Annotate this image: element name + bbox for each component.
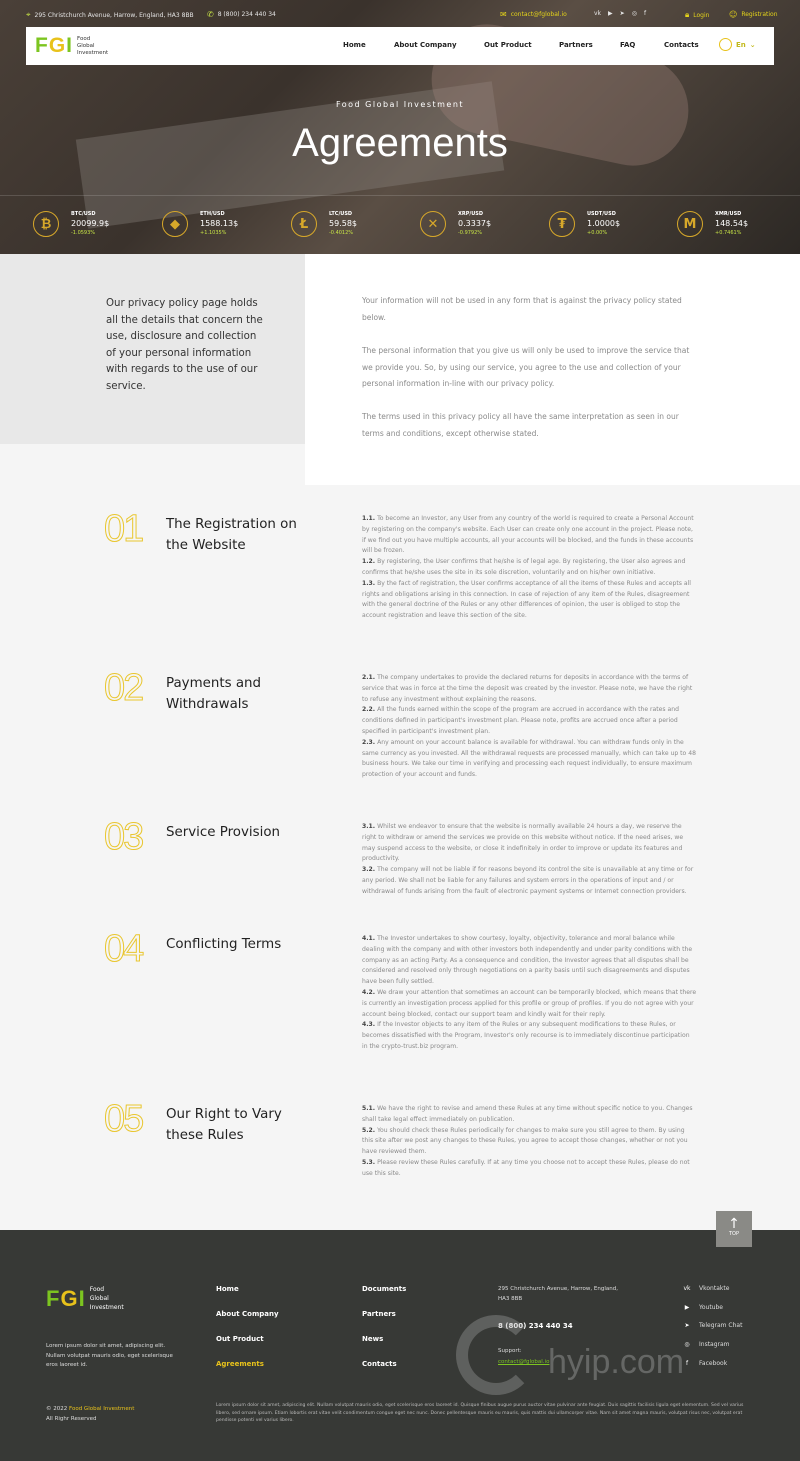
footer-support-email[interactable]: contact@fglobal.io [498, 1359, 550, 1365]
topbar-email[interactable]: ✉ contact@fglobal.io [500, 10, 567, 19]
footer-phone[interactable]: 8 (800) 234 440 34 [498, 1322, 573, 1330]
page-title: Agreements [292, 121, 508, 165]
intro-paragraph: Your information will not be used in any form that is against the privacy policy stated below. [362, 296, 682, 322]
ticker-item: ✕ XRP/USD 0.3337$ -0.9792% [420, 211, 491, 237]
footer-social-telegram[interactable]: ➤ Telegram Chat [684, 1322, 743, 1329]
footer-link-agreements[interactable]: Agreements [216, 1360, 264, 1368]
youtube-icon: ▶ [684, 1304, 690, 1311]
section-title: The Registration on the Website [166, 517, 297, 553]
telegram-icon[interactable]: ➤ [619, 10, 625, 17]
ticker-item: ₿ BTC/USD 20099.9$ -1.0593% [33, 211, 109, 237]
facebook-icon: f [685, 1360, 689, 1367]
footer-link-partners[interactable]: Partners [362, 1310, 396, 1318]
nav-home[interactable]: Home [343, 41, 366, 49]
section-title: Conflicting Terms [166, 937, 282, 952]
youtube-icon[interactable]: ▶ [608, 10, 613, 17]
nav-faq[interactable]: FAQ [620, 41, 636, 49]
mail-icon: ✉ [500, 10, 507, 19]
footer-link-documents[interactable]: Documents [362, 1285, 407, 1293]
footer-about: Lorem ipsum dolor sit amet, adipiscing elit. Nullam volutpat mauris odio, eget scelerisque eros laoreet id. [46, 1343, 173, 1368]
section-number: 01 [104, 508, 143, 550]
login-link[interactable]: 🔒︎ Login [685, 10, 710, 19]
crypto-ticker [0, 195, 800, 254]
intro-lead: Our privacy policy page holds all the details that concern the use, disclosure and collection of your personal information with regards to the use of our service. [106, 298, 263, 392]
instagram-icon: ◎ [684, 1341, 690, 1348]
facebook-icon[interactable]: f [643, 10, 647, 17]
arrow-up-icon: ↑ [728, 1216, 740, 1232]
globe-icon [719, 38, 732, 51]
topbar-address: ⌖ 295 Christchurch Avenue, Harrow, England, HA3 8BB [26, 10, 194, 19]
user-plus-icon: ☺ [729, 10, 738, 19]
footer-address: 295 Christchurch Avenue, Harrow, England, HA3 8BB [498, 1286, 618, 1302]
intro-paragraph: The personal information that you give us will only be used to improve the service that we provide you. So, by using our service, you agree to the use and collection of your personal information in-line with our privacy policy. [362, 346, 690, 389]
footer-social-vkontakte[interactable]: vk Vkontakte [683, 1285, 730, 1292]
tether-icon: ₮ [549, 211, 575, 237]
footer-legal-text: Lorem ipsum dolor sit amet, adipiscing elit. Nullam volutpat mauris odio, eget scelerisque eros laoreet id. Quisque finibus augue purus auctor vitae pulvinar ante feugiat. Duis sagittis facilisis ligula eget elementum. Sed vel varius libero, sed ornare ipsum. Etiam lobortis erat vitae velit condimentum congue eget nec nunc. Donec pellentesque mauris eu mauris, quis mattis dui ullamcorper vitae. Nam sit amet magna mauris, volutpat risus nec, volutpat erat pendisse potenti vel varius libero. [216, 1403, 744, 1423]
vk-icon[interactable]: vk [594, 10, 602, 17]
language-selector[interactable]: En ⌄ [719, 38, 756, 51]
ticker-item: ◆ ETH/USD 1588.13$ +1.1035% [162, 211, 238, 237]
section-number: 03 [104, 816, 143, 858]
lock-icon: 🔒︎ [685, 10, 690, 19]
footer-social-facebook[interactable]: f Facebook [683, 1360, 727, 1367]
section-number: 05 [104, 1098, 143, 1140]
intro-text-box [305, 254, 800, 485]
topbar-phone[interactable]: ✆ 8 (800) 234 440 34 [207, 10, 276, 19]
phone-icon: ✆ [207, 10, 214, 19]
bitcoin-icon: ₿ [33, 211, 59, 237]
section-body: 1.1. To become an Investor, any User from any country of the world is required to create a Personal Account by registering on the company's website. Each User can create only one account in the project. Please note, if we find out you have multiple accounts, all your accounts will be blocked, and the funds in these accounts will be frozen. 1.2. By registering, the User confirms that he/she is of legal age. By registering, the User also agrees and confirms that he/she uses the site in its sole discretion, voluntarily and on his/her own initiative. 1.3. By the fact of registration, the User confirms acceptance of all the items of these Rules and accepts all rights and obligations arising in this connection. In case of rejection of any item of the Rules, disagreement with the general doctrine of the Rules or any other differences of opinion, the user is obliged to stop the account registration and leave this section of the site. [362, 515, 694, 620]
footer-social-instagram[interactable]: ◎ Instagram [684, 1341, 730, 1348]
nav-partners[interactable]: Partners [559, 41, 593, 49]
ticker-item: ₮ USDT/USD 1.0000$ +0.00% [549, 211, 620, 237]
ethereum-icon: ◆ [162, 211, 188, 237]
intro-panel [0, 254, 305, 444]
footer-support-label: Support: [498, 1348, 522, 1354]
section-title: Service Provision [166, 825, 281, 840]
telegram-icon: ➤ [684, 1322, 690, 1329]
ticker-item: M XMR/USD 148.54$ +0.7461% [677, 211, 748, 237]
registration-link[interactable]: ☺ Registration [729, 10, 778, 19]
footer-social-youtube[interactable]: ▶ Youtube [684, 1304, 723, 1311]
top-bar [0, 0, 800, 27]
chevron-down-icon: ⌄ [749, 40, 756, 49]
watermark-text: hyip.com [548, 1343, 685, 1381]
footer-link-out-product[interactable]: Out Product [216, 1335, 264, 1343]
footer-copyright: © 2022 Food Global Investment All Righr Reserved [46, 1406, 135, 1422]
hero-subtitle: Food Global Investment [335, 100, 465, 109]
footer-link-contacts[interactable]: Contacts [362, 1360, 397, 1368]
intro-paragraph: The terms used in this privacy policy all have the same interpretation as seen in our terms and conditions, except otherwise stated. [362, 412, 679, 438]
nav-contacts[interactable]: Contacts [664, 41, 699, 49]
section-number: 04 [104, 928, 143, 970]
section-body: 5.1. We have the right to revise and amend these Rules at any time without specific notice to you. Changes shall take legal effect immediately on publication. 5.2. You should check these Rules periodically for changes to make sure you still agree to them. By using this site after we post any changes to these Rules, you agree to accept those changes, whether or not you have reviewed them. 5.3. Please review these Rules carefully. If at any time you choose not to accept these Rules, please do not use this site. [362, 1105, 693, 1177]
instagram-icon[interactable]: ◎ [631, 10, 637, 17]
footer-logo[interactable]: FGI Food Global Investment [46, 1285, 124, 1311]
footer-link-news[interactable]: News [362, 1335, 384, 1343]
location-icon: ⌖ [26, 10, 31, 19]
section-body: 4.1. The Investor undertakes to show courtesy, loyalty, objectivity, tolerance and moral balance while dealing with the company and with other investors both independently and under parity conditions with the company as an acting Party. As a consequence and condition, the Investor agrees that all disputes shall be considered and resolved only through negotiations on a parity basis until such disagreements and disputes have been fully settled. 4.2. We draw your attention that sometimes an account can be temporarily blocked, which means that there is currently an investigation process applied for this profile or group of profiles. If you do not agree with your account being blocked, contact our support team and kindly wait for their reply. 4.3. If the Investor objects to any item of the Rules or any subsequent modifications to these Rules, or becomes dissatisfied with the Program, Investor's only recourse is to immediately discontinue participation in the crypto-trust.biz program. [362, 935, 697, 1050]
logo[interactable]: FGI Food Global Investment [35, 34, 109, 57]
vk-icon: vk [683, 1285, 691, 1292]
main-navbar [26, 27, 774, 65]
section-title: Payments and Withdrawals [166, 676, 262, 712]
footer-link-about-company[interactable]: About Company [216, 1310, 279, 1318]
ticker-item: Ł LTC/USD 59.58$ -0.4012% [291, 211, 357, 237]
section-title: Our Right to Vary these Rules [166, 1107, 282, 1143]
scroll-top-button[interactable]: ↑ TOP [716, 1211, 752, 1247]
ripple-icon: ✕ [420, 211, 446, 237]
footer-link-home[interactable]: Home [216, 1285, 239, 1293]
topbar-social [594, 10, 646, 17]
watermark-logo [456, 1315, 536, 1395]
nav-out-product[interactable]: Out Product [484, 41, 532, 49]
section-body: 3.1. Whilst we endeavor to ensure that the website is normally available 24 hours a day, we reserve the right to withdraw or amend the services we provide on this website without notice. If the need arises, we may suspend access to the website, or close it indefinitely in order to improve or update its features and productivity. 3.2. The company will not be liable if for reasons beyond its control the site is unavailable at any time or for any period. We shall not be liable for any failures and system errors in the operations of input and / or withdrawal of funds arising from the fault of electronic payment systems or Internet connection providers. [362, 823, 694, 895]
litecoin-icon: Ł [291, 211, 317, 237]
nav-about-company[interactable]: About Company [394, 41, 457, 49]
monero-icon: M [677, 211, 703, 237]
section-body: 2.1. The company undertakes to provide the declared returns for deposits in accordance with the terms of service that was in force at the time the deposit was created by the investor. Please note, we have the right to refuse any investment without explaining the reasons. 2.2. All the funds earned within the scope of the program are accrued in accordance with the rates and conditions defined in participant's investment plan. Please note, profits are accrued once after a period specified in participant's investment plan. 2.3. Any amount on your account balance is available for withdrawal. You can withdraw funds only in the same currency as you invested. All the withdrawal requests are processed manually, which can take up to 48 business hours. We take our time in verifying and processing each request individually, to ensure maximum protection of your account and funds. [362, 674, 696, 779]
section-number: 02 [104, 667, 143, 709]
